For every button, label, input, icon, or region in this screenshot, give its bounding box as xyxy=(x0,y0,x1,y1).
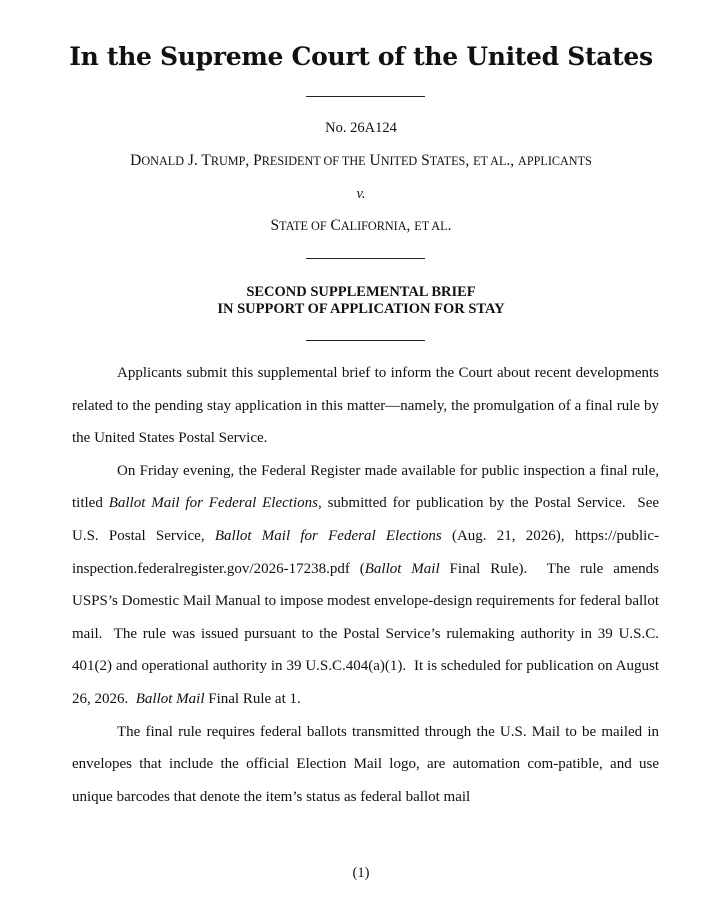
italic-citation: Ballot Mail xyxy=(135,690,205,707)
paragraph-text: , submitted for publication by the Postal Service. See U.S. Postal Service, xyxy=(72,495,660,544)
caption-text: ALIFORNIA xyxy=(340,219,407,233)
divider-rule xyxy=(306,258,425,259)
brief-title-line1: SECOND SUPPLEMENTAL BRIEF xyxy=(246,284,476,300)
caption-text: D xyxy=(130,152,142,169)
docket-number: No. 26A124 xyxy=(325,120,397,136)
caption-text: ET AL xyxy=(473,154,507,168)
caption-applicants xyxy=(0,151,722,171)
divider-rule xyxy=(306,96,425,97)
body-paragraph-1 xyxy=(72,357,659,455)
caption-text: TATES xyxy=(429,154,466,168)
paragraph-text: On Friday evening, the Federal Register made available for public inspection a final rule, titled xyxy=(72,462,659,512)
caption-text: , xyxy=(406,217,415,234)
paragraph-text: The final rule requires federal ballots transmitted through the U.S. Mail to be mailed in envelopes that include the official Election Mail logo, are automation com-patible, and use unique barcodes that denote the item’s status as federal ballot mail xyxy=(72,723,659,805)
brief-body xyxy=(72,357,659,813)
body-paragraph-3 xyxy=(72,716,659,814)
paragraph-text: (Aug. 21, 2026), https://public-inspection.federalregister.gov/2026-17238.pdf ( xyxy=(72,527,659,577)
caption-text: S xyxy=(417,152,430,169)
caption-text: RESIDENT OF THE xyxy=(261,154,366,168)
caption-text: NITED xyxy=(380,154,418,168)
paragraph-text: Applicants submit this supplemental brief to inform the Court about recent developments related to the pending stay application in this matter—namely, the promulgation of a final rule by the United States Postal Service. xyxy=(72,365,659,447)
caption-text: ONALD xyxy=(141,154,184,168)
caption-versus: v. xyxy=(356,186,366,202)
italic-citation: Ballot Mail xyxy=(364,560,440,577)
caption-text: C xyxy=(326,217,341,234)
caption-text: S xyxy=(270,217,280,234)
divider-rule xyxy=(306,340,425,341)
brief-title-line2: IN SUPPORT OF APPLICATION FOR STAY xyxy=(217,301,505,317)
body-paragraph-2 xyxy=(72,455,659,716)
caption-text: ., xyxy=(506,152,519,169)
italic-citation: Ballot Mail for Federal Elections xyxy=(214,527,442,544)
caption-text: ET AL xyxy=(414,219,448,233)
page-number: (1) xyxy=(352,865,370,881)
caption-respondents xyxy=(0,216,722,236)
caption-text: . xyxy=(447,217,452,234)
caption-text: RUMP xyxy=(210,154,246,168)
caption-text: J. T xyxy=(184,152,211,169)
caption-text: , P xyxy=(245,152,262,169)
paragraph-text: Final Rule). The rule amends USPS’s Domestic Mail Manual to impose modest envelope-design requirements for federal ballot mail. The rule was issued pursuant to the Postal Service’s rulemaking authority in 39 U.S.C. 401(2) and operational authority in 39 U.S.C.404(a)(1). It is scheduled for publication on August 26, 2026. xyxy=(72,560,660,707)
italic-citation: Ballot Mail for Federal Elections xyxy=(108,495,318,512)
paragraph-text: Final Rule at 1. xyxy=(204,690,301,707)
caption-text: APPLICANTS xyxy=(518,154,592,168)
caption-text: TATE OF xyxy=(279,219,327,233)
court-title: In the Supreme Court of the United States xyxy=(69,42,653,71)
caption-text: , xyxy=(465,152,474,169)
caption-text: U xyxy=(365,152,381,169)
